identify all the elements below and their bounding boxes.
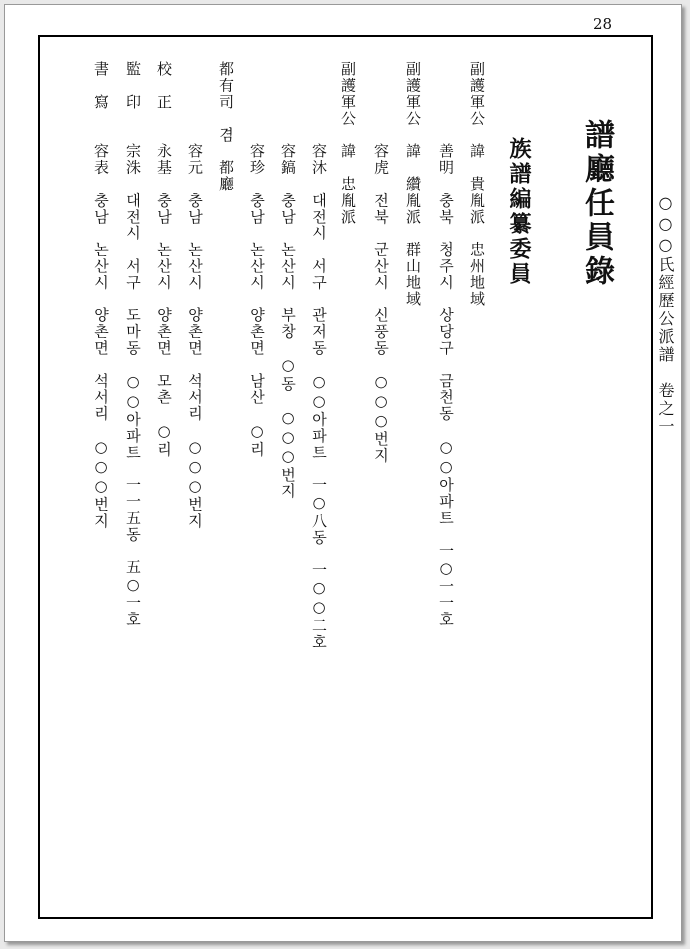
member-entry: 永基 충남 논산시 양촌면 모촌 ○리: [155, 143, 173, 458]
member-entry: 容鎬 충남 논산시 부창 ○동 ○○○번지: [279, 143, 297, 500]
role-heading: 都有司 겸 都廳: [217, 61, 235, 193]
spine-title: ○○○氏經歷公派譜 卷之一: [656, 193, 675, 436]
role-heading: 校 正: [155, 61, 173, 111]
section-subtitle: 族譜編纂委員: [506, 137, 532, 287]
page-number: 28: [593, 15, 613, 33]
member-entry: 容珍 충남 논산시 양촌면 남산 ○리: [248, 143, 266, 458]
branch-heading: 副護軍公 諱 忠胤派: [339, 61, 357, 225]
member-entry: 容虎 전북 군산시 신풍동 ○○○번지: [372, 143, 390, 464]
spine-margin: [652, 35, 685, 919]
role-heading: 書 寫: [92, 61, 110, 111]
member-entry: 容表 충남 논산시 양촌면 석서리 ○○○번지: [92, 143, 110, 530]
member-entry: 容沐 대전시 서구 관저동 ○○아파트 一○八동 一○○二호: [310, 143, 328, 650]
member-entry: 容元 충남 논산시 양촌면 석서리 ○○○번지: [186, 143, 204, 530]
document-page: [4, 4, 682, 942]
text-frame: [38, 35, 653, 919]
member-entry: 善明 충북 청주시 상당구 금천동 ○○아파트 一○一一호: [437, 143, 455, 628]
page-title: 譜廳任員錄: [579, 119, 614, 289]
member-entry: 宗洙 대전시 서구 도마동 ○○아파트 一一五동 五○一호: [124, 143, 142, 628]
branch-heading: 副護軍公 諱 貴胤派 忠州地域: [468, 61, 486, 307]
branch-heading: 副護軍公 諱 纘胤派 群山地域: [404, 61, 422, 307]
role-heading: 監 印: [124, 61, 142, 111]
